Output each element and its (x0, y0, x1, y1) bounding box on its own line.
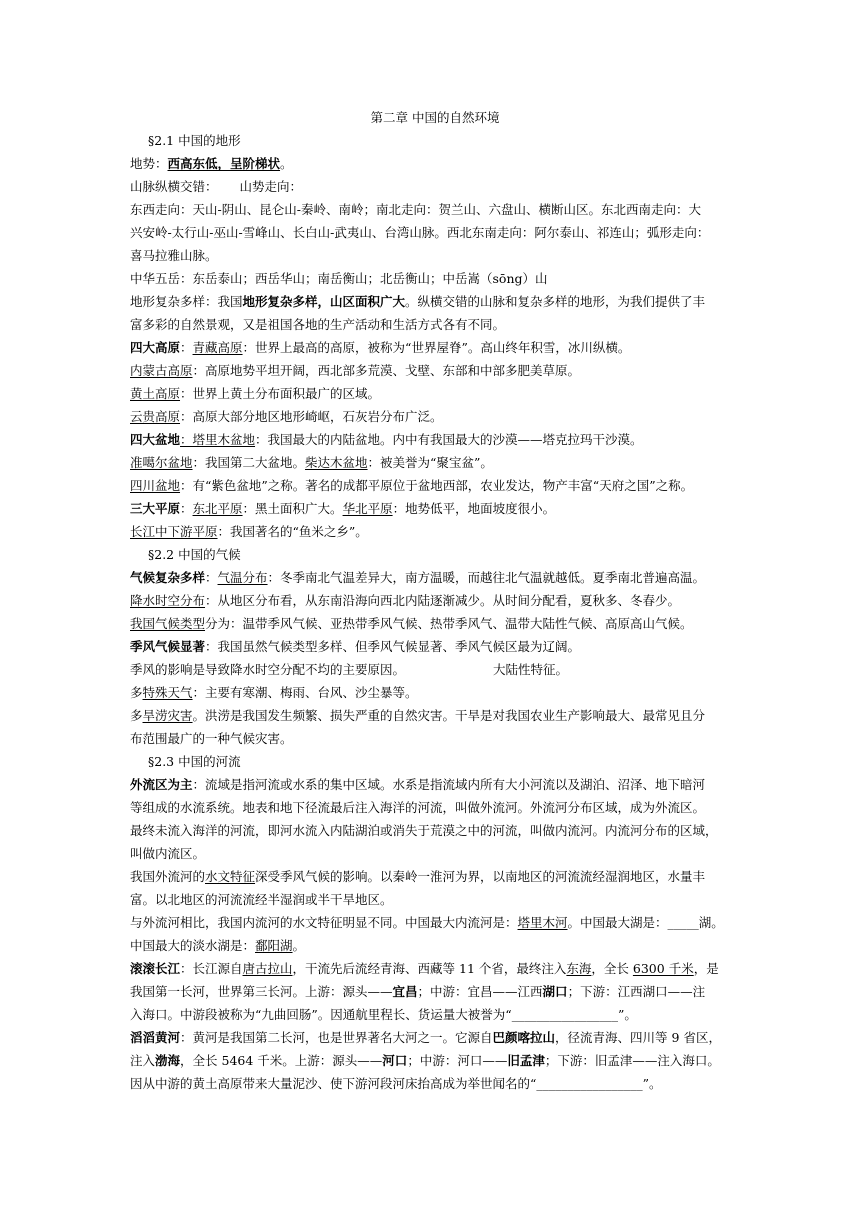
paragraph-monsoon: 季风气候显著：我国虽然气候类型多样、但季风气候显著、季风气候区最为辽阔。 (130, 639, 581, 654)
text-line: 兴安岭-太行山-巫山-雪峰山、长白山-武夷山、台湾山脉。西北东南走向：阿尔泰山、祁连山；弧形走向： (130, 225, 710, 240)
text-line: 云贵高原：高原大部分地区地形崎岖，石灰岩分布广泛。 (130, 409, 443, 424)
text-line: 黄土高原：世界上黄土分布面积最广的区域。 (130, 386, 381, 401)
text-line: 因从中游的黄土高原带来大量泥沙、使下游河段河床抬高成为举世闻名的“_________________”。 (130, 1076, 662, 1091)
document-page (130, 106, 740, 1095)
paragraph-landform: 地形复杂多样：我国地形复杂多样，山区面积广大。纵横交错的山脉和复杂多样的地形，为我们提供了丰 (130, 294, 706, 309)
blank-yangtze-nickname: _________________ (511, 1007, 618, 1022)
section-heading-2-2: §2.2 中国的气候 (148, 547, 241, 562)
paragraph-basins: 四大盆地：塔里木盆地：我国最大的内陆盆地。内中有我国最大的沙漠——塔克拉玛干沙漠。 (130, 432, 643, 447)
text-line: 中国最大的淡水湖是：鄱阳湖。 (130, 938, 306, 953)
paragraph-plateaus: 四大高原：青藏高原：世界上最高的高原，被称为“世界屋脊”。高山终年积雪，冰川纵横。 (130, 340, 631, 355)
section-heading-2-3: §2.3 中国的河流 (148, 754, 241, 769)
paragraph-mountains: 山脉纵横交错： 山势走向： (130, 179, 303, 194)
paragraph-climate: 气候复杂多样：气温分布：冬季南北气温差异大，南方温暖，而越往北气温就越低。夏季南北普遍高温。 (130, 570, 706, 585)
blank-yellow-river-nickname: _________________ (536, 1076, 643, 1091)
chapter-title: 第二章 中国的自然环境 (370, 110, 500, 125)
text-line: 准噶尔盆地：我国第二大盆地。柴达木盆地：被美誉为“聚宝盆”。 (130, 455, 493, 470)
text-line: 叫做内流区。 (130, 846, 206, 861)
text-line: 布范围最广的一种气候灾害。 (130, 731, 293, 746)
text-line: 中华五岳：东岳泰山；西岳华山；南岳衡山；北岳衡山；中岳嵩（sōng）山 (130, 271, 548, 286)
text-line: 四川盆地：有“紫色盆地”之称。著名的成都平原位于盆地西部，农业发达，物产丰富“天府之国”之称。 (130, 478, 694, 493)
text-line: 喜马拉雅山脉。 (130, 248, 218, 263)
text-line: 等组成的水流系统。地表和地下径流最后注入海洋的河流，叫做外流河。外流河分布区域，成为外流区。 (130, 800, 706, 815)
paragraph-yangtze: 滚滚长江：长江源自唐古拉山，干流先后流经青海、西藏等 11 个省，最终注入东海，全长 6300 千米，是 (130, 961, 719, 976)
text-line: 注入渤海，全长 5464 千米。上游：源头——河口；中游：河口——旧孟津；下游：旧孟津——注入海口。 (130, 1053, 720, 1068)
blank-lake: _____ (667, 915, 699, 930)
text-line: 我国外流河的水文特征深受季风气候的影响。以秦岭一淮河为界，以南地区的河流流经湿润地区，水量丰 (130, 869, 706, 884)
paragraph-yellow-river: 滔滔黄河：黄河是我国第二长河，也是世界著名大河之一。它源自巴颜喀拉山，径流青海、四川等 9 省区， (130, 1030, 721, 1045)
text-line: 东西走向：天山-阴山、昆仑山-秦岭、南岭；南北走向：贺兰山、六盘山、横断山区。东北西南走向：大 (130, 202, 701, 217)
text-line: 入海口。中游段被称为“九曲回肠”。因通航里程长、货运量大被誉为“_________________”。 (130, 1007, 637, 1022)
section-heading-2-1: §2.1 中国的地形 (148, 133, 241, 148)
text-line: 我国第一长河，世界第三长河。上游：源头——宜昌；中游：宜昌——江西湖口；下游：江西湖口——注 (130, 984, 706, 999)
paragraph-plains: 三大平原：东北平原：黑土面积广大。华北平原：地势低平，地面坡度很小。 (130, 501, 556, 516)
paragraph-terrain: 地势：西高东低，呈阶梯状。 (130, 156, 293, 171)
text-line: 与外流河相比，我国内流河的水文特征明显不同。中国最大内流河是：塔里木河。中国最大湖是：_____湖。 (130, 915, 724, 930)
text-line: 长江中下游平原：我国著名的“鱼米之乡”。 (130, 524, 368, 539)
text-line: 多旱涝灾害。洪涝是我国发生频繁、损失严重的自然灾害。干旱是对我国农业生产影响最大、最常见且分 (130, 708, 706, 723)
text-line: 季风的影响是导致降水时空分配不均的主要原因。 大陆性特征。 (130, 662, 569, 677)
text-line: 内蒙古高原：高原地势平坦开阔，西北部多荒漠、戈壁、东部和中部多肥美草原。 (130, 363, 581, 378)
text-line: 多特殊天气：主要有寒潮、梅雨、台风、沙尘暴等。 (130, 685, 418, 700)
text-line: 富多彩的自然景观，又是祖国各地的生产活动和生活方式各有不同。 (130, 317, 506, 332)
text-line: 富。以北地区的河流流经半湿润或半干旱地区。 (130, 892, 393, 907)
paragraph-rivers: 外流区为主：流域是指河流或水系的集中区域。水系是指流域内所有大小河流以及湖泊、沼泽、地下暗河 (130, 777, 706, 792)
text-line: 降水时空分布：从地区分布看，从东南沿海向西北内陆逐渐减少。从时间分配看，夏秋多、冬春少。 (130, 593, 681, 608)
text-line: 我国气候类型分为：温带季风气候、亚热带季风气候、热带季风气、温带大陆性气候、高原高山气候。 (130, 616, 693, 631)
text-line: 最终未流入海洋的河流，即河水流入内陆湖泊或消失于荒漠之中的河流，叫做内流河。内流河分布的区域， (130, 823, 718, 838)
